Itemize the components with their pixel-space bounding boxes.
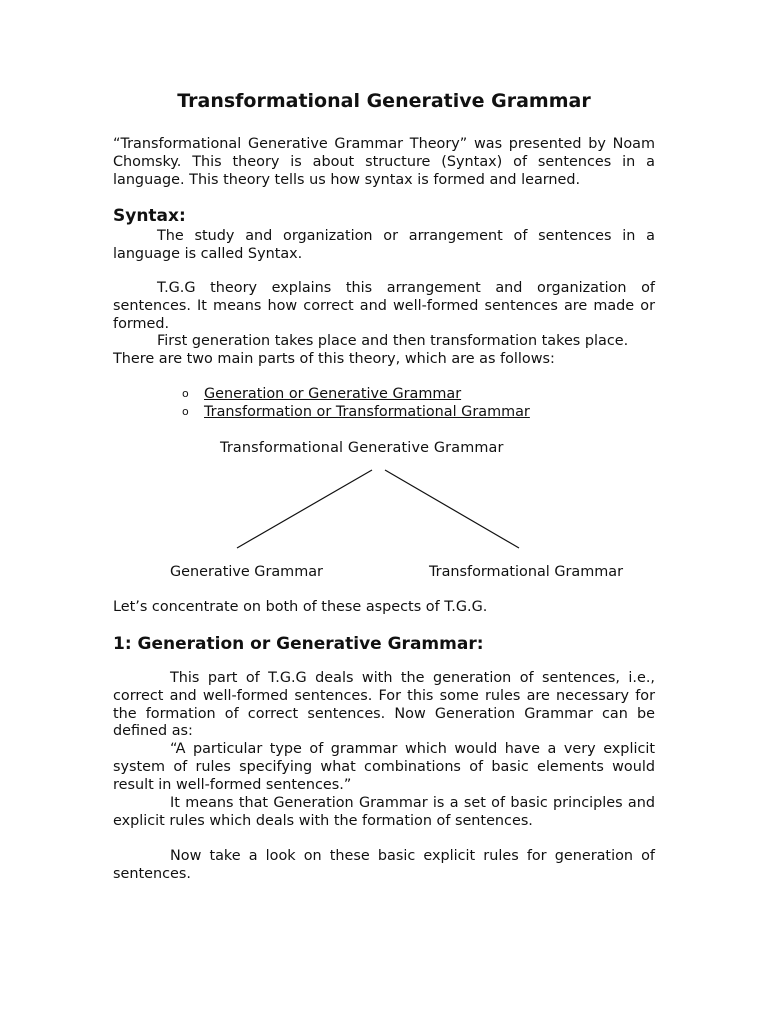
concentrate-paragraph: Let’s concentrate on both of these aspects of T.G.G.: [113, 599, 488, 615]
diagram-root-label: Transformational Generative Grammar: [220, 440, 504, 456]
first-generation-paragraph: First generation takes place and then transformation takes place.: [157, 333, 629, 349]
syntax-definition-paragraph: The study and organization or arrangement of sentences in a language is called Syntax.: [113, 228, 655, 262]
diagram-right-child-label: Transformational Grammar: [429, 564, 624, 580]
bullet-item-transformation: [182, 403, 530, 421]
tgg-explanation-paragraph: T.G.G theory explains this arrangement and organization of sentences. It means how correct and well-formed sentences are made or formed.: [113, 280, 655, 332]
section1-heading: 1: Generation or Generative Grammar:: [113, 634, 484, 654]
two-parts-paragraph: There are two main parts of this theory, which are as follows:: [113, 351, 555, 367]
document-title: Transformational Generative Grammar: [177, 90, 591, 112]
diagram-left-child-label: Generative Grammar: [170, 564, 323, 580]
diagram-right-branch-line: [385, 470, 519, 548]
syntax-heading: Syntax:: [113, 206, 186, 226]
bullet-item-generation: [182, 385, 530, 403]
section1-quote: “A particular type of grammar which would have a very explicit system of rules specifying what combinations of basic elements would result in well-formed sentences.”: [113, 741, 655, 793]
section1-paragraph-2: It means that Generation Grammar is a set of basic principles and explicit rules which deals with the formation of sentences.: [113, 795, 655, 829]
bullet-circle-icon: o: [182, 405, 189, 419]
section1-paragraph-3: Now take a look on these basic explicit rules for generation of sentences.: [113, 848, 655, 882]
bullet-text-generation: Generation or Generative Grammar: [204, 386, 462, 402]
intro-paragraph: “Transformational Generative Grammar Theory” was presented by Noam Chomsky. This theory is about structure (Syntax) of sentences in a language. This theory tells us how syntax is formed and learned.: [113, 136, 655, 188]
bullet-text-transformation: Transformation or Transformational Grammar: [204, 404, 530, 421]
section1-paragraph-1: This part of T.G.G deals with the generation of sentences, i.e., correct and well-formed sentences. For this some rules are necessary for the formation of correct sentences. Now Generation Grammar can be defined as:: [113, 670, 655, 740]
bullet-circle-icon: o: [182, 387, 189, 400]
diagram-left-branch-line: [237, 470, 372, 548]
parts-bullet-list: [182, 385, 530, 422]
